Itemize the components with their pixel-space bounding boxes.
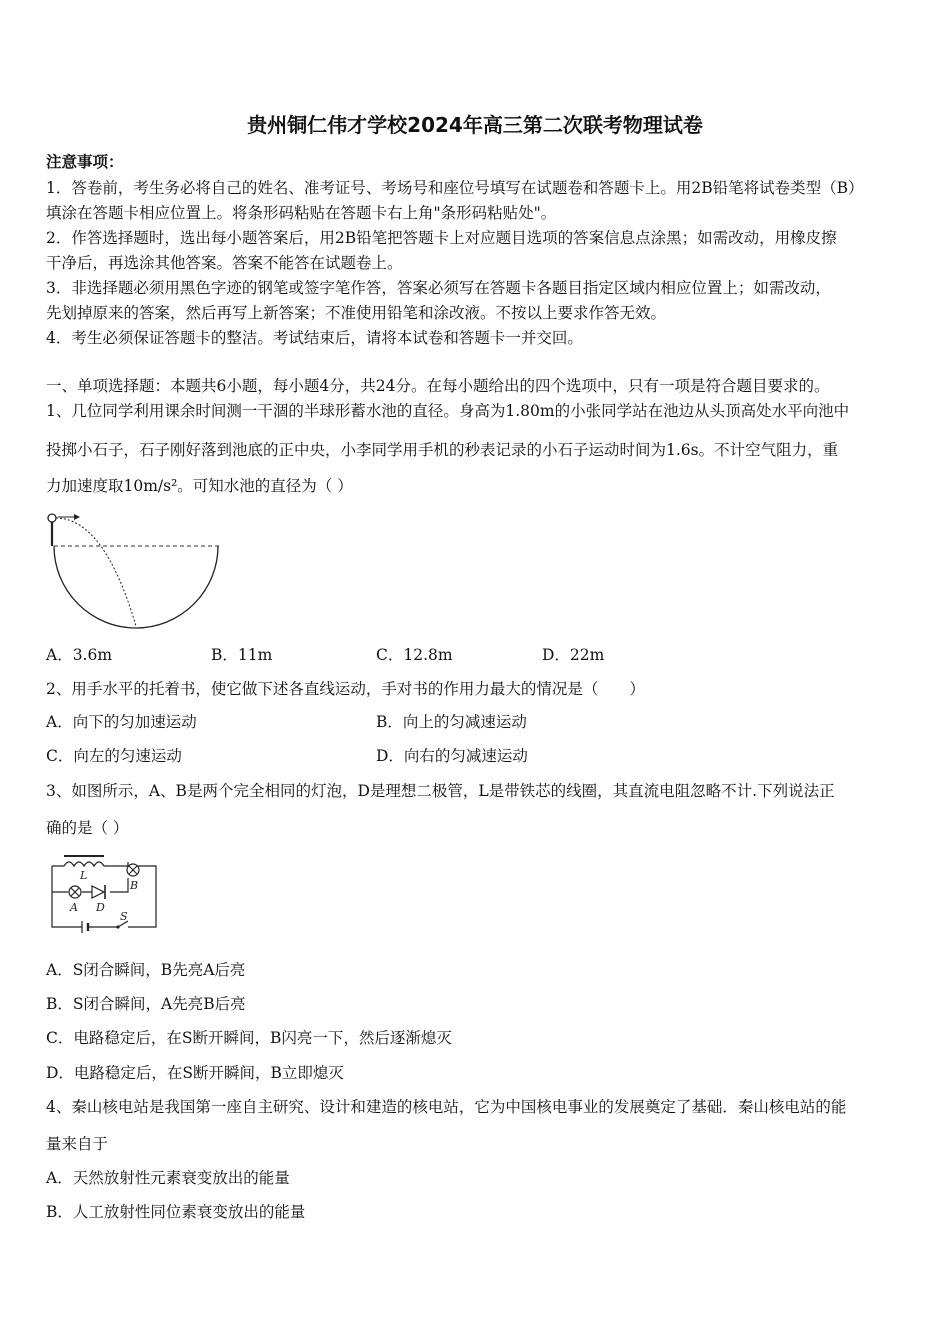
q3-option-c: C．电路稳定后，在S断开瞬间，B闪亮一下，然后逐渐熄灭: [46, 1029, 452, 1047]
q1-option-a: A．3.6m: [46, 646, 113, 664]
circuit-diagram: [46, 852, 166, 932]
q3-stem-line: 确的是（ ）: [46, 819, 129, 837]
label-l: L: [80, 869, 88, 882]
q2-option-a: A．向下的匀加速运动: [46, 713, 197, 731]
exam-title: 贵州铜仁伟才学校2024年高三第二次联考物理试卷: [247, 113, 703, 137]
q1-stem-line: 投掷小石子，石子刚好落到池底的正中央，小李同学用手机的秒表记录的小石子运动时间为1.6s。不计空气阻力，重: [46, 441, 839, 459]
q4-stem-line: 4、秦山核电站是我国第一座自主研究、设计和建造的核电站，它为中国核电事业的发展奠定了基础．秦山核电站的能: [46, 1098, 847, 1116]
q2-option-d: D．向右的匀减速运动: [376, 747, 528, 765]
q1-option-b: B．11m: [211, 646, 273, 664]
label-a: A: [70, 901, 78, 914]
notice-line: 先划掉原来的答案，然后再写上新答案；不准使用铅笔和涂改液。不按以上要求作答无效。: [46, 304, 667, 322]
q4-stem-line: 量来自于: [46, 1135, 109, 1153]
notice-line: 填涂在答题卡相应位置上。将条形码粘贴在答题卡右上角"条形码粘贴处"。: [46, 204, 557, 222]
notice-line: 4．考生必须保证答题卡的整洁。考试结束后，请将本试卷和答题卡一并交回。: [46, 329, 583, 347]
notice-line: 1．答卷前，考生务必将自己的姓名、准考证号、考场号和座位号填写在试题卷和答题卡上。用2B铅笔将试卷类型（B）: [46, 179, 864, 197]
q1-option-d: D．22m: [542, 646, 605, 664]
label-s: S: [120, 910, 128, 923]
q3-stem-line: 3、如图所示，A、B是两个完全相同的灯泡，D是理想二极管，L是带铁芯的线圈，其直流电阻忽略不计.下列说法正: [46, 782, 835, 800]
section-heading: 一、单项选择题：本题共6小题，每小题4分，共24分。在每小题给出的四个选项中，只有一项是符合题目要求的。: [46, 377, 830, 395]
pool-diagram: [44, 508, 224, 633]
q3-option-a: A．S闭合瞬间，B先亮A后亮: [46, 961, 246, 979]
notice-line: 干净后，再选涂其他答案。答案不能答在试题卷上。: [46, 254, 403, 272]
label-d: D: [96, 901, 105, 914]
notice-heading: 注意事项：: [46, 152, 124, 171]
q3-option-b: B．S闭合瞬间，A先亮B后亮: [46, 995, 246, 1013]
notice-line: 3．非选择题必须用黑色字迹的钢笔或签字笔作答，答案必须写在答题卡各题目指定区域内相应位置上；如需改动，: [46, 279, 831, 297]
label-b: B: [130, 879, 139, 892]
q2-option-b: B．向上的匀减速运动: [376, 713, 527, 731]
q1-option-c: C．12.8m: [376, 646, 453, 664]
q1-stem-line: 力加速度取10m/s²。可知水池的直径为（ ）: [46, 477, 353, 495]
q2-stem: 2、用手水平的托着书，使它做下述各直线运动，手对书的作用力最大的情况是（ ）: [46, 680, 645, 698]
q2-option-c: C．向左的匀速运动: [46, 747, 182, 765]
q4-option-a: A．天然放射性元素衰变放出的能量: [46, 1169, 290, 1187]
q4-option-b: B．人工放射性同位素衰变放出的能量: [46, 1203, 306, 1221]
q1-stem-line: 1、几位同学利用课余时间测一干涸的半球形蓄水池的直径。身高为1.80m的小张同学站在池边从头顶高处水平向池中: [46, 402, 850, 420]
q3-option-d: D．电路稳定后，在S断开瞬间，B立即熄灭: [46, 1064, 344, 1082]
notice-line: 2．作答选择题时，选出每小题答案后，用2B铅笔把答题卡上对应题目选项的答案信息点涂黑；如需改动，用橡皮擦: [46, 229, 837, 247]
